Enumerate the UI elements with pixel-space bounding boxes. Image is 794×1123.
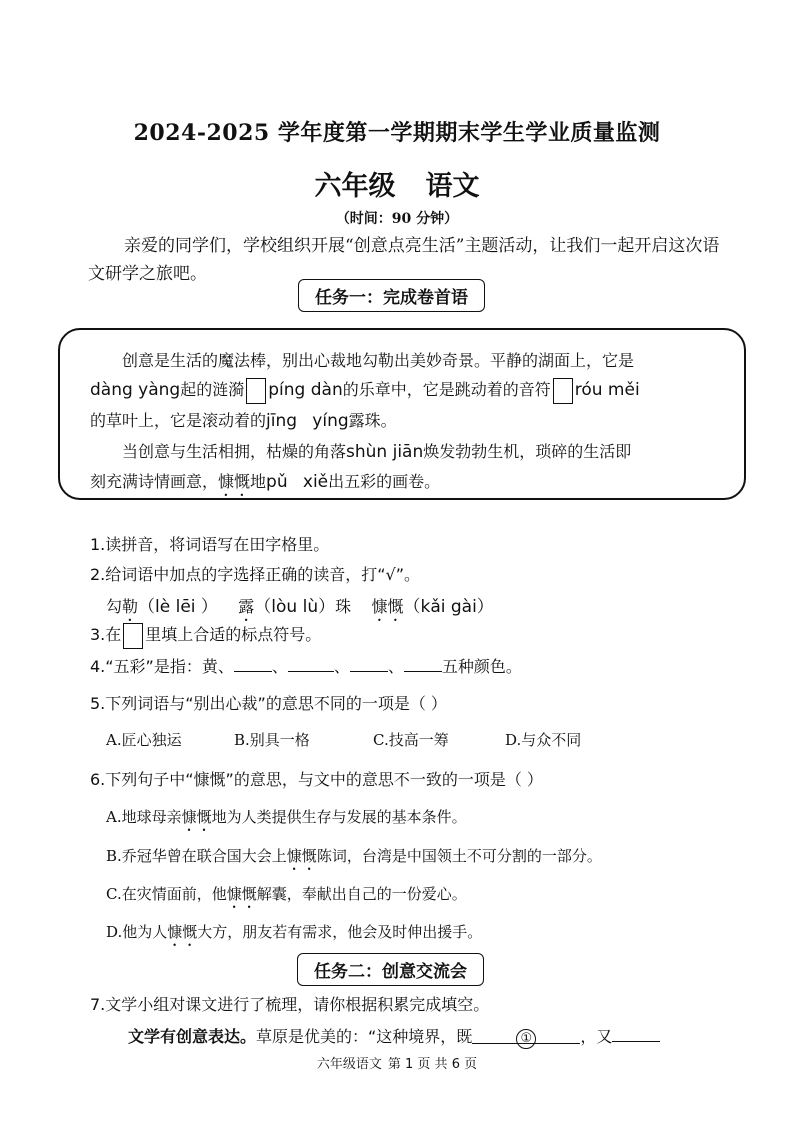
passage-line-3	[90, 408, 397, 431]
pinyin-shunjian: shùn jiān	[346, 442, 424, 462]
question-2: 2.给词语中加点的字选择正确的读音，打“√”。	[90, 565, 421, 584]
punctuation-box[interactable]	[553, 378, 573, 404]
grade-label: 六年级	[314, 171, 396, 202]
question-text: ，又	[580, 1027, 613, 1046]
passage-line-5	[90, 469, 440, 500]
pinyin-pingdan: píng dàn	[268, 380, 343, 400]
separator: 、	[271, 657, 288, 676]
option-text: 大方，朋友若有需求，他会及时伸出援手。	[197, 923, 483, 941]
question-7-line	[128, 1024, 660, 1047]
pronunciation-options[interactable]: （lòu lù）	[254, 597, 336, 617]
question-1: 1.读拼音，将词语写在田字格里。	[90, 535, 330, 554]
separator: 、	[387, 657, 404, 676]
circled-number: ①	[516, 1029, 536, 1049]
word-text: 勾	[106, 597, 123, 616]
footer-subject: 六年级语文	[316, 1057, 382, 1072]
option-text: C.在灾情面前，他	[106, 885, 227, 903]
question-3	[90, 622, 321, 649]
intro-paragraph: 亲爱的同学们，学校组织开展“创意点亮生活”主题活动，让我们一起开启这次语文研学之旅吧。	[88, 236, 720, 284]
grade-subject-heading	[0, 164, 794, 203]
q6-option-c[interactable]	[106, 883, 467, 912]
question-6: 6.下列句子中“慷慨”的意思，与文中的意思不一致的一项是（ ）	[90, 770, 543, 789]
answer-blank[interactable]	[234, 655, 272, 672]
passage-text: 刻充满诗情画意，	[90, 472, 219, 491]
pronunciation-options[interactable]: （kǎi gài）	[403, 597, 494, 617]
dotted-word: 慷慨	[226, 885, 257, 903]
answer-blank-1[interactable]	[472, 1027, 580, 1044]
punctuation-box-example	[123, 623, 143, 649]
q5-option-b[interactable]: B.别具一格	[234, 731, 310, 749]
pronunciation-options[interactable]: （lè lēi ）	[138, 597, 218, 617]
pinyin-jing: jīng	[266, 411, 298, 431]
passage-text: 当创意与生活相拥，枯燥的角落	[122, 442, 347, 461]
dotted-word-kangkai: 慷慨	[218, 472, 251, 491]
subject-label: 语文	[425, 171, 480, 202]
answer-blank[interactable]	[404, 655, 442, 672]
pinyin-pu: pǔ	[266, 472, 288, 492]
answer-blank[interactable]	[350, 655, 388, 672]
passage-line-1: 创意是生活的魔法棒，别出心裁地勾勒出美妙奇景。平静的湖面上，它是	[122, 351, 635, 370]
exam-duration: （时间：90 分钟）	[335, 211, 459, 227]
exam-title: 2024-2025 学年度第一学期期末学生学业质量监测	[133, 120, 661, 146]
question-text: 五种颜色。	[441, 657, 522, 676]
option-text: 陈词，台湾是中国领土不可分割的一部分。	[316, 847, 602, 865]
dotted-char: 勒	[122, 597, 139, 616]
q5-option-d[interactable]: D.与众不同	[505, 731, 582, 749]
option-text: B.乔冠华曾在联合国大会上	[106, 847, 287, 865]
question-text: 里填上合适的标点符号。	[145, 625, 322, 644]
passage-text: 的草叶上，它是滚动着的	[90, 411, 267, 430]
q7-lead: 文学有创意表达。	[128, 1027, 257, 1046]
punctuation-box[interactable]	[246, 378, 266, 404]
passage-text: 起的涟漪	[180, 380, 245, 399]
passage-line-2	[90, 377, 640, 404]
separator: 、	[333, 657, 350, 676]
dotted-word: 慷慨	[181, 808, 212, 826]
question-7: 7.文学小组对课文进行了梳理，请你根据积累完成填空。	[90, 995, 490, 1014]
option-text: D.他为人	[106, 923, 168, 941]
option-text: 解囊，奉献出自己的一份爱心。	[256, 885, 467, 903]
pinyin-dangyang: dàng yàng	[90, 380, 181, 400]
q5-option-a[interactable]: A.匠心独运	[106, 731, 182, 749]
passage-line-4	[122, 439, 631, 462]
dotted-word: 慷慨	[286, 847, 317, 865]
question-4	[90, 654, 522, 677]
option-text: A.地球母亲	[106, 808, 182, 826]
dotted-char: 慷慨	[371, 597, 404, 616]
pinyin-xie: xiě	[302, 472, 329, 492]
option-text: 地为人类提供生存与发展的基本条件。	[211, 808, 467, 826]
question-5: 5.下列词语与“别出心裁”的意思不同的一项是（ ）	[90, 694, 447, 713]
question-text: 草原是优美的：“这种境界，既	[256, 1027, 473, 1046]
question-2-options	[106, 592, 494, 625]
task1-heading: 任务一：完成卷首语	[298, 279, 485, 312]
q6-option-d[interactable]	[106, 921, 482, 950]
passage-text: 地	[250, 472, 267, 491]
q6-option-a[interactable]	[106, 806, 467, 835]
question-text: 4.“五彩”是指：黄、	[90, 657, 234, 676]
dotted-word: 慷慨	[167, 923, 198, 941]
passage-text: 出五彩的画卷。	[328, 472, 441, 491]
footer-page-number: 第 1 页 共 6 页	[387, 1057, 478, 1072]
passage-text: 露珠。	[348, 411, 397, 430]
word-text: 珠	[335, 597, 352, 616]
q5-option-c[interactable]: C.技高一筹	[373, 731, 449, 749]
q6-option-b[interactable]	[106, 845, 602, 874]
passage-text: 焕发勃勃生机，琐碎的生活即	[423, 442, 632, 461]
question-text: 3.在	[90, 625, 122, 644]
answer-blank-2[interactable]	[612, 1025, 660, 1042]
passage-text: 的乐章中，它是跳动着的音符	[342, 380, 551, 399]
dotted-char: 露	[238, 597, 255, 616]
answer-blank[interactable]	[288, 655, 334, 672]
pinyin-roumei: róu měi	[574, 380, 640, 400]
task2-heading: 任务二：创意交流会	[297, 953, 484, 986]
pinyin-ying: yíng	[312, 411, 349, 431]
page-footer	[0, 1053, 794, 1072]
